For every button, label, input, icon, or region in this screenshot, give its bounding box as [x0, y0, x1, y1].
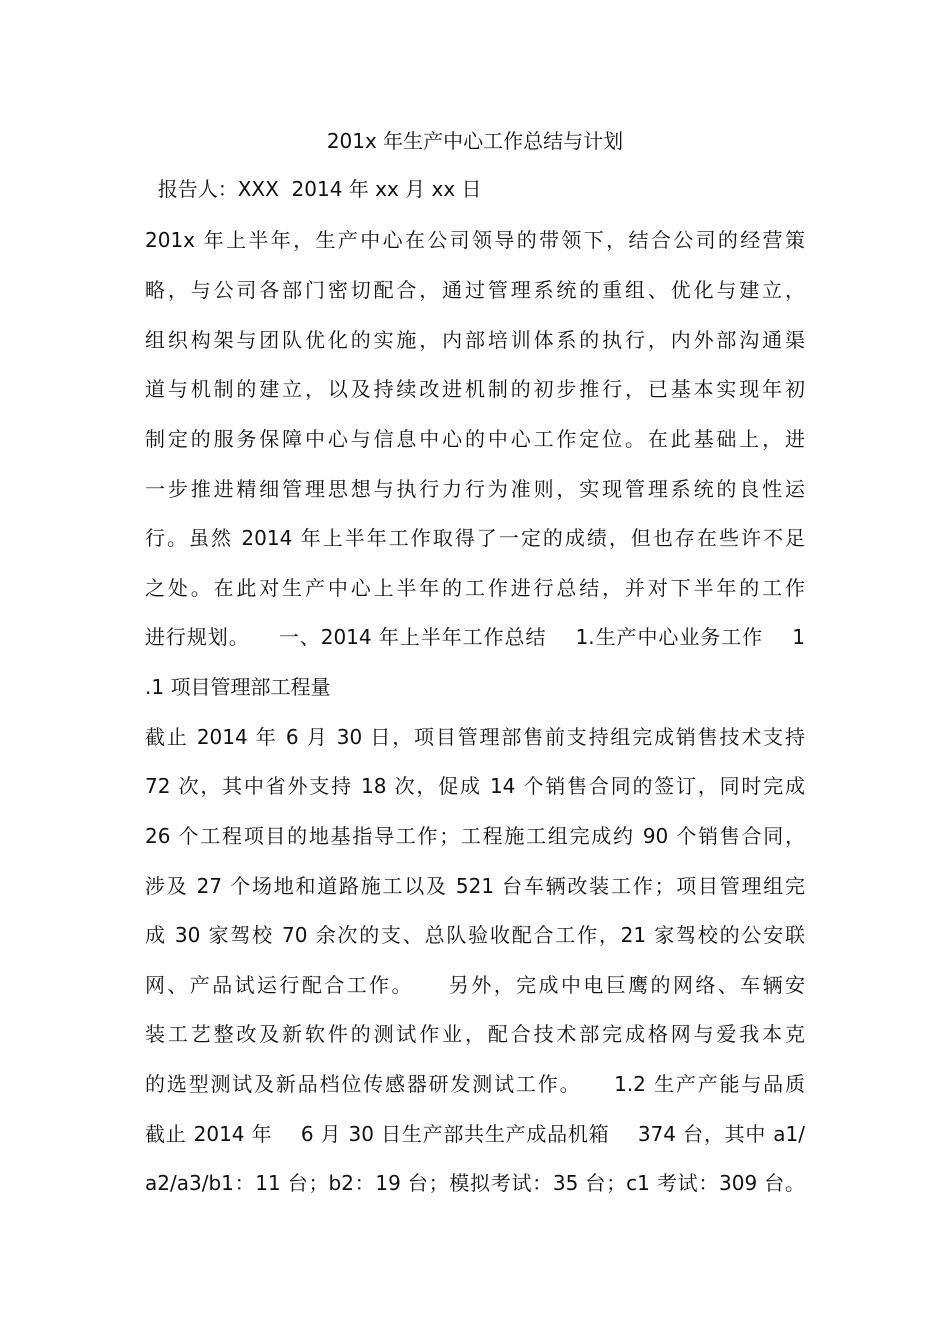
paragraph-line: a2/a3/b1：11 台；b2：19 台；模拟考试：35 台；c1 考试：309 台。 — [145, 1171, 805, 1195]
paragraph-line: 组织构架与团队优化的实施，内部培训体系的执行，内外部沟通渠 — [145, 328, 805, 352]
paragraph-line: 制定的服务保障中心与信息中心的中心工作定位。在此基础上，进 — [145, 427, 805, 451]
paragraph-line: 截止 2014 年 6 月 30 日生产部共生产成品机箱 374 台，其中 a1/ — [145, 1122, 805, 1146]
paragraph-line: .1 项目管理部工程量 — [145, 675, 331, 699]
document-title: 201x 年生产中心工作总结与计划 — [326, 129, 624, 153]
paragraph-line: 截止 2014 年 6 月 30 日，项目管理部售前支持组完成销售技术支持 — [145, 725, 805, 749]
paragraph-line: 略，与公司各部门密切配合，通过管理系统的重组、优化与建立， — [145, 278, 805, 302]
paragraph-line: 之处。在此对生产中心上半年的工作进行总结，并对下半年的工作 — [145, 576, 805, 600]
paragraph-line: 网、产品试运行配合工作。 另外，完成中电巨鹰的网络、车辆安 — [145, 973, 805, 997]
paragraph-line: 72 次，其中省外支持 18 次，促成 14 个销售合同的签订，同时完成 — [145, 774, 805, 798]
paragraph-line: 装工艺整改及新软件的测试作业，配合技术部完成格网与爱我本克 — [145, 1022, 805, 1046]
paragraph-line: 201x 年上半年，生产中心在公司领导的带领下，结合公司的经营策 — [145, 228, 805, 252]
paragraph-line: 一步推进精细管理思想与执行力行为准则，实现管理系统的良性运 — [145, 477, 805, 501]
paragraph-line: 行。虽然 2014 年上半年工作取得了一定的成绩，但也存在些许不足 — [145, 526, 805, 550]
paragraph-line: 的选型测试及新品档位传感器研发测试工作。 1.2 生产产能与品质 — [145, 1072, 805, 1096]
paragraph-line: 进行规划。 一、2014 年上半年工作总结 1.生产中心业务工作 1 — [145, 625, 805, 649]
paragraph-line: 26 个工程项目的地基指导工作；工程施工组完成约 90 个销售合同， — [145, 824, 805, 848]
reporter-line: 报告人：XXX 2014 年 xx 月 xx 日 — [145, 177, 482, 201]
paragraph-line: 道与机制的建立，以及持续改进机制的初步推行，已基本实现年初 — [145, 377, 805, 401]
paragraph-line: 涉及 27 个场地和道路施工以及 521 台车辆改装工作；项目管理组完 — [145, 874, 805, 898]
paragraph-line: 成 30 家驾校 70 余次的支、总队验收配合工作，21 家驾校的公安联 — [145, 923, 805, 947]
